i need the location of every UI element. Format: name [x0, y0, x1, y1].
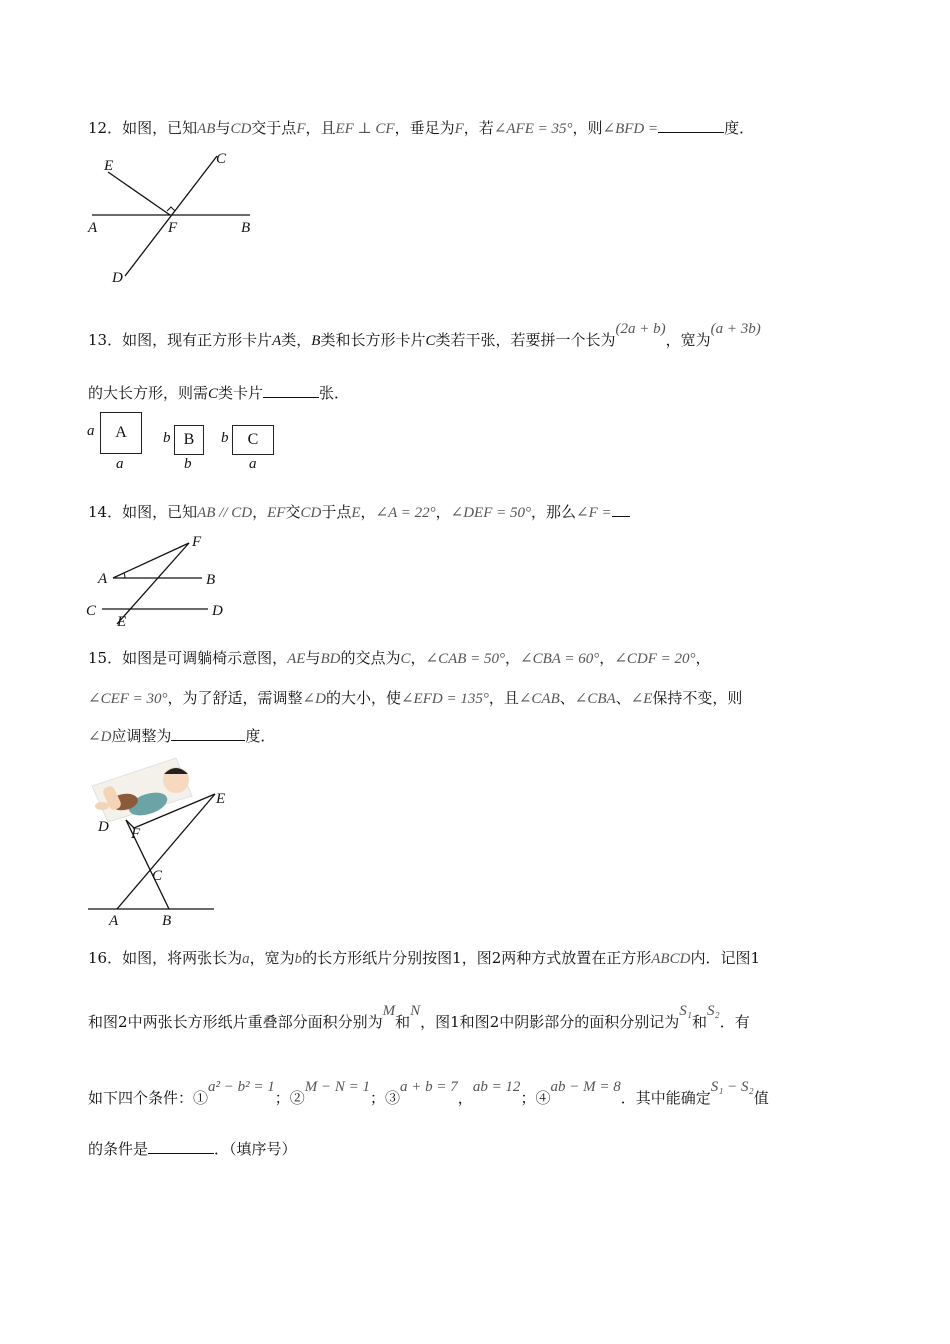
q14-answer-blank[interactable] — [612, 502, 630, 517]
card-c-bottom: a — [249, 456, 257, 472]
q12-label-e: E — [104, 158, 114, 174]
q15-label-b: B — [162, 913, 172, 929]
q14-label-c: C — [86, 603, 97, 619]
card-b-bottom: b — [184, 456, 192, 472]
q16-answer-blank[interactable] — [148, 1139, 214, 1154]
q16-text-line1: 16．如图，将两张长为a，宽为b的长方形纸片分别按图1，图2两种方式放置在正方形ABCD内．记图1 — [88, 949, 760, 967]
q12-label-a: A — [88, 220, 98, 236]
q15-label-d: D — [98, 819, 109, 835]
q16-text-line3: 如下四个条件：①a² − b² = 1；②M − N = 1；③a + b = 7，ab = 12；④ab − M = 8．其中能确定S₁ − S₂值 — [88, 1079, 769, 1107]
q14-text: 14．如图，已知AB // CD，EF交CD于点E，∠A = 22°，∠DEF = 50°，那么∠F = — [88, 502, 630, 523]
q14-label-d: D — [212, 603, 223, 619]
q12-text: 12．如图，已知AB与CD交于点F，且EF ⊥ CF，垂足为F，若∠AFE = 35°，则∠BFD = 度． — [88, 119, 755, 137]
q12-label-d: D — [112, 270, 123, 286]
card-b: B — [174, 425, 204, 455]
q14-label-a: A — [98, 571, 108, 587]
q12-answer-blank[interactable] — [658, 118, 724, 133]
q12-figure — [80, 148, 280, 288]
q15-label-c: C — [152, 868, 163, 884]
q14-label-f: F — [192, 534, 202, 550]
reclining-person-illustration — [92, 758, 192, 822]
q15-label-a: A — [109, 913, 119, 929]
q16-text-line2: 和图2中两张长方形纸片重叠部分面积分别为M和N，图1和图2中阴影部分的面积分别记为S₁和S₂．有 — [88, 1003, 750, 1031]
q12-label-f: F — [168, 220, 178, 236]
card-a-side: a — [87, 423, 95, 439]
q12-label-b: B — [241, 220, 251, 236]
q15-text-line3: ∠D应调整为 度． — [88, 727, 276, 745]
q15-text-line2: ∠CEF = 30°，为了舒适，需调整∠D的大小，使∠EFD = 135°，且∠CAB、∠CBA、∠E保持不变，则 — [88, 689, 743, 707]
card-a-bottom: a — [116, 456, 124, 472]
q16-text-line4: 的条件是 ．（填序号） — [88, 1140, 297, 1158]
card-b-side: b — [163, 430, 171, 446]
q13-text-line1: 13．如图，现有正方形卡片A类，B类和长方形卡片C类若干张，若要拼一个长为(2a + b)，宽为(a + 3b) — [88, 321, 761, 349]
card-a: A — [100, 412, 142, 454]
q13-answer-blank[interactable] — [263, 383, 319, 398]
q15-answer-blank[interactable] — [171, 726, 245, 741]
q15-label-f: F — [131, 826, 141, 842]
q14-label-b: B — [206, 572, 216, 588]
card-c-side: b — [221, 430, 229, 446]
q15-figure — [80, 756, 240, 931]
q12-label-c: C — [216, 151, 227, 167]
q14-label-e: E — [117, 614, 127, 630]
q15-text-line1: 15．如图是可调躺椅示意图，AE与BD的交点为C，∠CAB = 50°，∠CBA = 60°，∠CDF = 20°， — [88, 649, 711, 667]
q14-figure — [80, 532, 240, 632]
q13-text-line2: 的大长方形，则需C类卡片 张． — [88, 384, 350, 402]
card-c: C — [232, 425, 274, 455]
q15-label-e: E — [216, 791, 226, 807]
